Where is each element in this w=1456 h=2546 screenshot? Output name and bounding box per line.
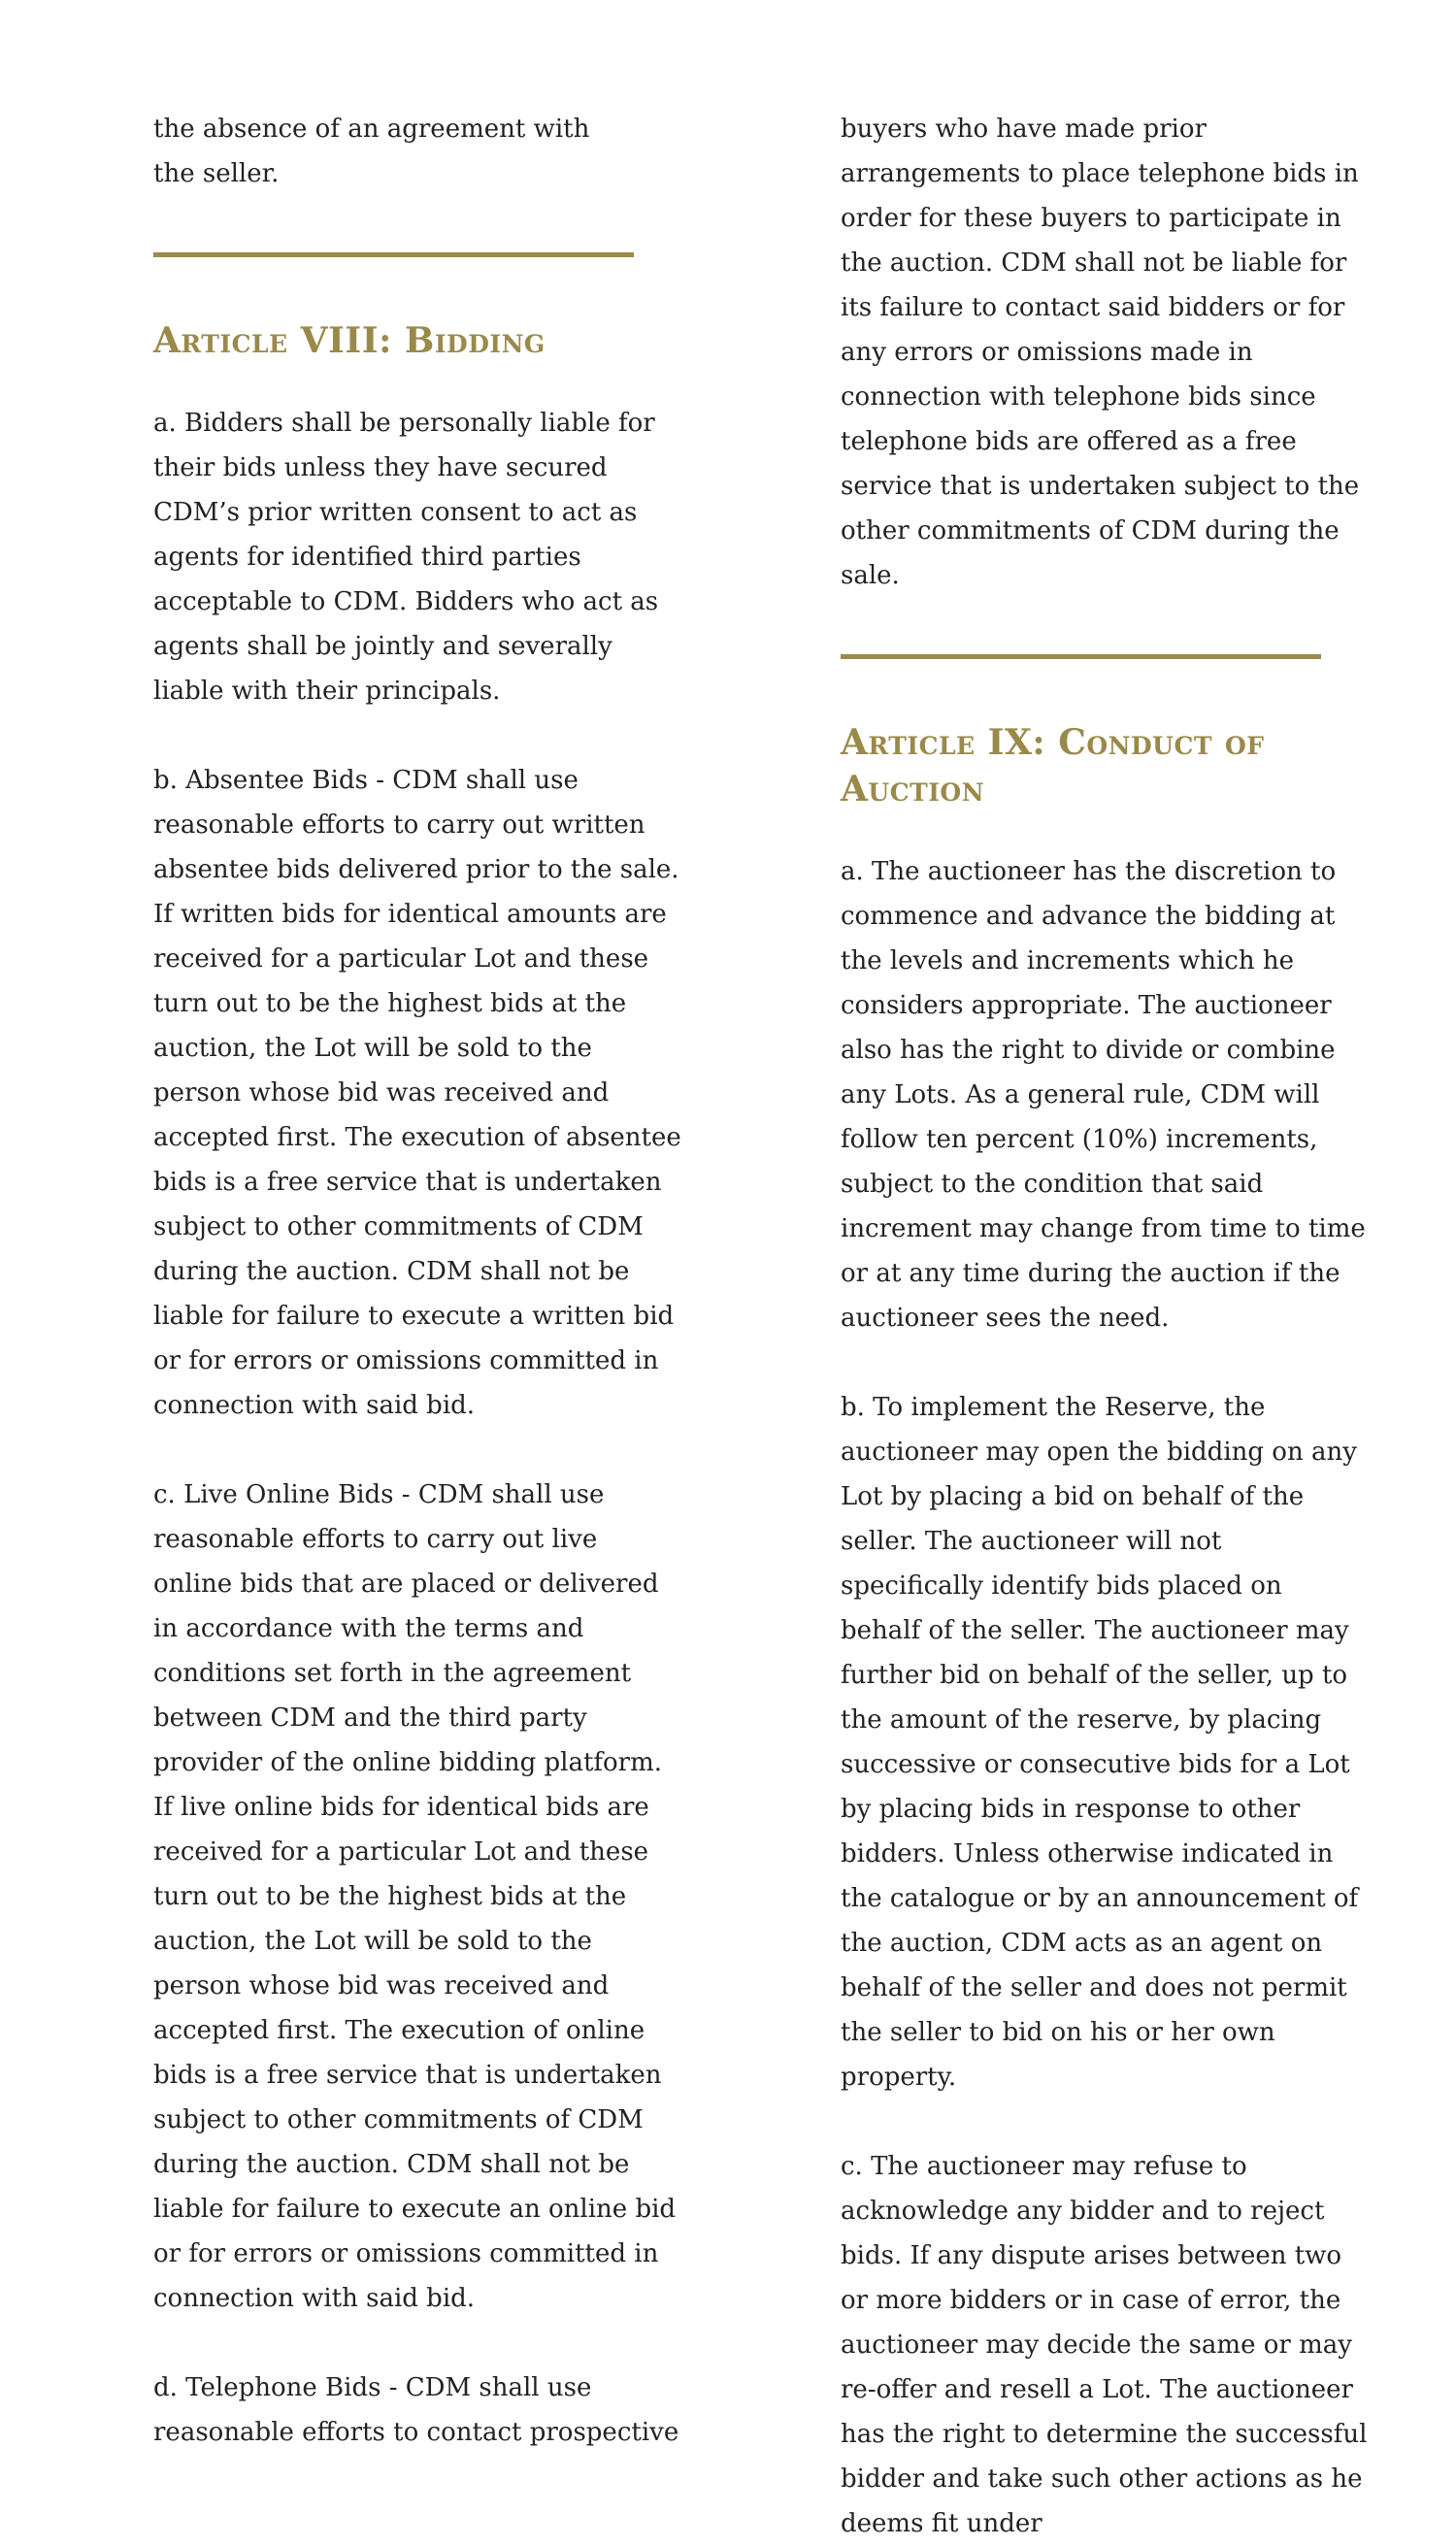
article-ix-para-c: c. The auctioneer may refuse to acknowledge any bidder and to reject bids. If any dispute arises between two or more bidders or in case of error, the auctioneer may decide the same or may re-offer and resell a Lot. The auctioneer has the right to determine the successful bidder and take such other actions as he deems fit under (841, 2152, 1368, 2538)
section-divider-right (841, 654, 1321, 659)
article-viii-para-b: b. Absentee Bids - CDM shall use reasonable efforts to carry out written absentee bids delivered prior to the sale. If written bids for identical amounts are received for a particular Lot and these turn out to be the highest bids at the auction, the Lot will be sold to the person whose bid was received and accepted first. The execution of absentee bids is a free service that is undertaken subject to other commitments of CDM during the auction. CDM shall not be liable for failure to execute a written bid or for errors or omissions committed in connection with said bid. (153, 766, 681, 1420)
left-column (153, 107, 687, 2455)
article-ix-para-b: b. To implement the Reserve, the auctioneer may open the bidding on any Lot by placing a bid on behalf of the seller. The auctioneer will not specifically identify bids placed on behalf of the seller. The auctioneer may further bid on behalf of the seller, up to the amount of the reserve, by placing successive or consecutive bids for a Lot by placing bids in response to other bidders. Unless otherwise indicated in the catalogue or by an announcement of the auction, CDM acts as an agent on behalf of the seller and does not permit the seller to bid on his or her own property. (841, 1393, 1359, 2092)
article-viii-para-a: a. Bidders shall be personally liable for their bids unless they have secured CDM’s prior written consent to act as agents for identified third parties acceptable to CDM. Bidders who act as agents shall be jointly and severally liable with their principals. (153, 409, 659, 706)
section-divider-left (153, 252, 634, 257)
article-viii-heading: Article VIII: Bidding (153, 320, 546, 361)
article-ix-para-a: a. The auctioneer has the discretion to commence and advance the bidding at the levels and increments which he considers appropriate. The auctioneer also has the right to divide or combine any Lots. As a general rule, CDM will follow ten percent (10%) increments, subject to the condition that said increment may change from time to time or at any time during the auction if the auctioneer sees the need. (841, 857, 1366, 1333)
article-viii-para-d: d. Telephone Bids - CDM shall use reasonable efforts to contact prospective (153, 2373, 679, 2447)
article-viii-para-c: c. Live Online Bids - CDM shall use reasonable efforts to carry out live online bids that are placed or delivered in accordance with the terms and conditions set forth in the agreement between CDM and the third party provider of the online bidding platform. If live online bids for identical bids are received for a particular Lot and these turn out to be the highest bids at the auction, the Lot will be sold to the person whose bid was received and accepted first. The execution of online bids is a free service that is undertaken subject to other commitments of CDM during the auction. CDM shall not be liable for failure to execute an online bid or for errors or omissions committed in connection with said bid. (153, 1480, 677, 2313)
right-intro-text: buyers who have made prior arrangements to place telephone bids in order for these buyers to participate in the auction. CDM shall not be liable for its failure to contact said bidders or for any errors or omissions made in connection with telephone bids since telephone bids are offered as a free service that is undertaken subject to the other commitments of CDM during the sale. (841, 115, 1360, 590)
right-column (841, 107, 1374, 2546)
article-ix-heading: Article IX: Conduct of Auction (841, 722, 1265, 810)
left-intro-text: the absence of an agreement with the seller. (153, 115, 590, 188)
